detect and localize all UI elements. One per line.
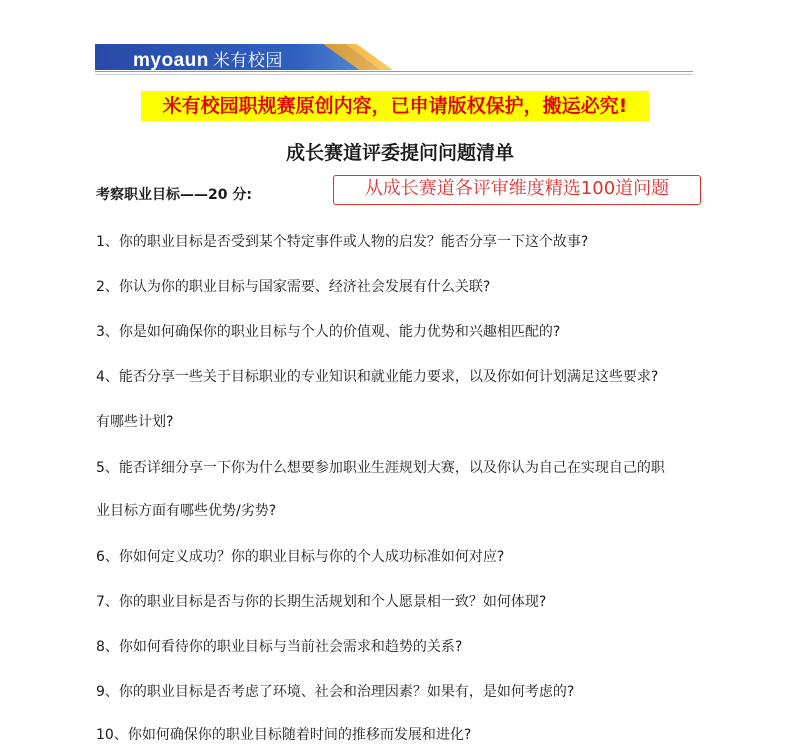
- brand-logo: [133, 46, 283, 72]
- highlight-callout: 从成长赛道各评审维度精选100道问题: [333, 175, 701, 205]
- logo-chinese: 米有校园: [212, 51, 283, 70]
- page-title: 成长赛道评委提问问题清单: [285, 142, 514, 164]
- question-line: 6、你如何定义成功？你的职业目标与你的个人成功标准如何对应?: [96, 549, 505, 565]
- question-line: 3、你是如何确保你的职业目标与个人的价值观、能力优势和兴趣相匹配的?: [96, 324, 561, 340]
- question-line: 4、能否分享一些关于目标职业的专业知识和就业能力要求，以及你如何计划满足这些要求?: [96, 369, 659, 385]
- question-line: 10、你如何确保你的职业目标随着时间的推移而发展和进化?: [96, 727, 472, 743]
- document-header: [95, 44, 693, 74]
- question-line: 5、能否详细分享一下你为什么想要参加职业生涯规划大赛，以及你认为自己在实现自己的职: [96, 460, 665, 476]
- question-line: 7、你的职业目标是否与你的长期生活规划和个人愿景相一致？如何体现?: [96, 594, 547, 610]
- question-line: 9、你的职业目标是否考虑了环境、社会和治理因素？如果有，是如何考虑的?: [96, 684, 575, 700]
- question-line: 8、你如何看待你的职业目标与当前社会需求和趋势的关系?: [96, 639, 463, 655]
- section-heading: 考察职业目标——20 分:: [96, 187, 252, 203]
- question-line: 1、你的职业目标是否受到某个特定事件或人物的启发？能否分享一下这个故事?: [96, 234, 589, 250]
- question-line-continuation: 业目标方面有哪些优势/劣势?: [96, 503, 277, 519]
- logo-latin: myoaun: [133, 50, 209, 71]
- question-line: 2、你认为你的职业目标与国家需要、经济社会发展有什么关联?: [96, 279, 491, 295]
- header-divider: [95, 71, 693, 72]
- copyright-notice: 米有校园职规赛原创内容，已申请版权保护，搬运必究!: [141, 91, 649, 121]
- question-line-continuation: 有哪些计划?: [96, 414, 174, 430]
- header-divider-secondary: [95, 74, 693, 75]
